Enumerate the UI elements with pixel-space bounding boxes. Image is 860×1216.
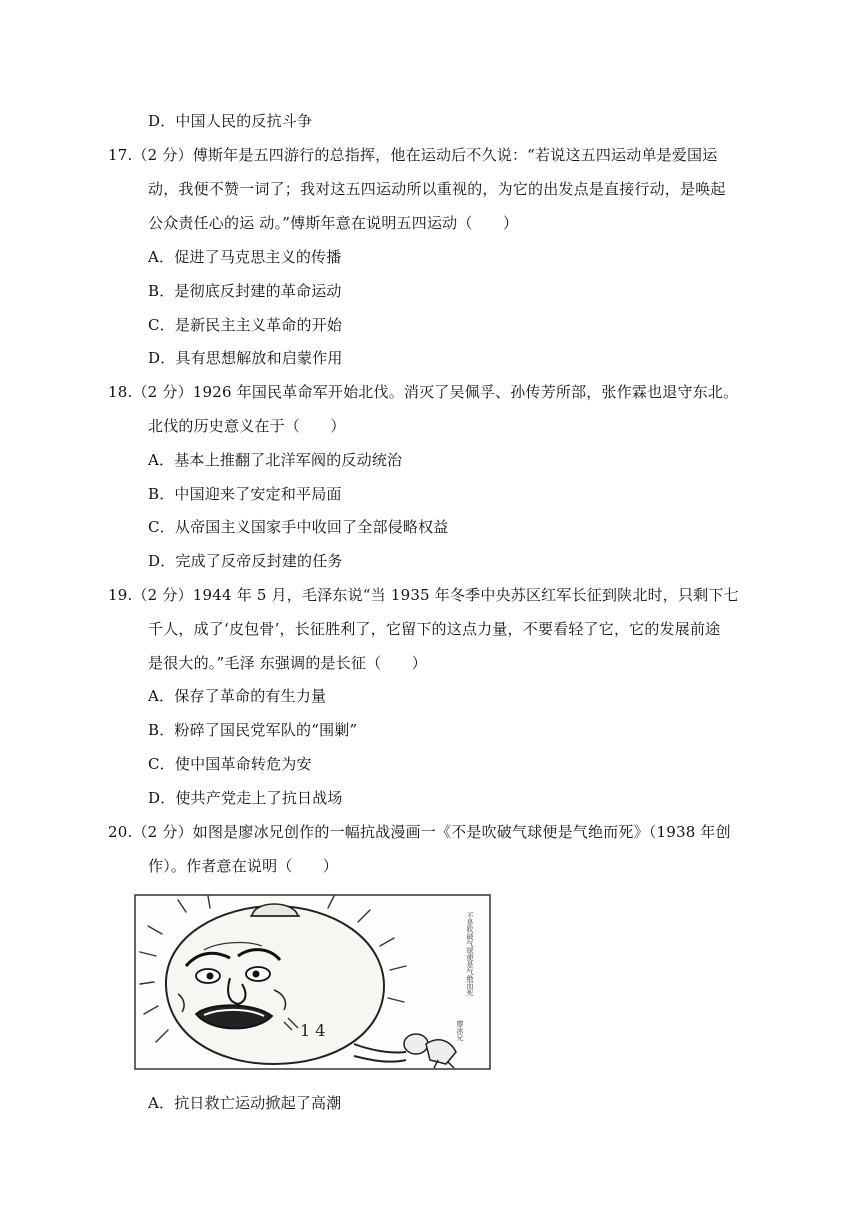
q20-stem-line-2: 作）。作者意在说明（ ） [148, 857, 339, 875]
cartoon-signature: 廖冰兄 [456, 1020, 464, 1041]
q18-option-d: D．完成了反帝反封建的任务 [148, 552, 343, 570]
q16-option-d: D．中国人民的反抗斗争 [148, 112, 313, 130]
q20-option-a: A．抗日救亡运动掀起了高潮 [148, 1094, 342, 1112]
q20-stem-line-1: 20.（2 分）如图是廖冰兄创作的一幅抗战漫画一《不是吹破气球便是气绝而死》（1938 年创 [108, 823, 731, 841]
q17-stem-line-2: 动，我便不赞一词了；我对这五四运动所以重视的，为它的出发点是直接行动，是唤起 [148, 180, 726, 198]
q18-option-c: C．从帝国主义国家手中收回了全部侵略权益 [148, 518, 449, 536]
q17-option-a: A．促进了马克思主义的传播 [148, 248, 342, 266]
q19-option-d: D．使共产党走上了抗日战场 [148, 789, 343, 807]
q17-option-b: B．是彻底反封建的革命运动 [148, 282, 342, 300]
q18-option-b: B．中国迎来了安定和平局面 [148, 485, 342, 503]
balloon-mark: 1 4 [300, 1021, 326, 1040]
q19-option-b: B．粉碎了国民党军队的“围剿” [148, 721, 358, 739]
q17-stem-line-1: 17.（2 分）傅斯年是五四游行的总指挥，他在运动后不久说：“若说这五四运动单是爱国运 [108, 146, 718, 164]
q19-stem-line-2: 千人，成了‘皮包骨’，长征胜利了，它留下的这点力量，不要看轻了它，它的发展前途 [148, 620, 721, 638]
q17-stem-line-3: 公众责任心的运 动。”傅斯年意在说明五四运动（ ） [148, 214, 519, 232]
cartoon-caption: 不是吹破气球便是气绝而死 [466, 912, 474, 996]
anti-war-cartoon-image [134, 894, 491, 1070]
q18-stem-line-1: 18.（2 分）1926 年国民革命军开始北伐。消灭了吴佩孚、孙传芳所部，张作霖也退守东北。 [108, 383, 739, 401]
q19-stem-line-1: 19.（2 分）1944 年 5 月，毛泽东说“当 1935 年冬季中央苏区红军长征到陕北时，只剩下七 [108, 586, 739, 604]
q19-option-a: A．保存了革命的有生力量 [148, 687, 327, 705]
q18-stem-line-2: 北伐的历史意义在于（ ） [148, 417, 346, 435]
q18-option-a: A．基本上推翻了北洋军阀的反动统治 [148, 451, 403, 469]
q19-option-c: C．使中国革命转危为安 [148, 755, 312, 773]
q17-option-c: C．是新民主主义革命的开始 [148, 316, 343, 334]
q19-stem-line-3: 是很大的。”毛泽 东强调的是长征（ ） [148, 654, 427, 672]
q17-option-d: D．具有思想解放和启蒙作用 [148, 349, 343, 367]
